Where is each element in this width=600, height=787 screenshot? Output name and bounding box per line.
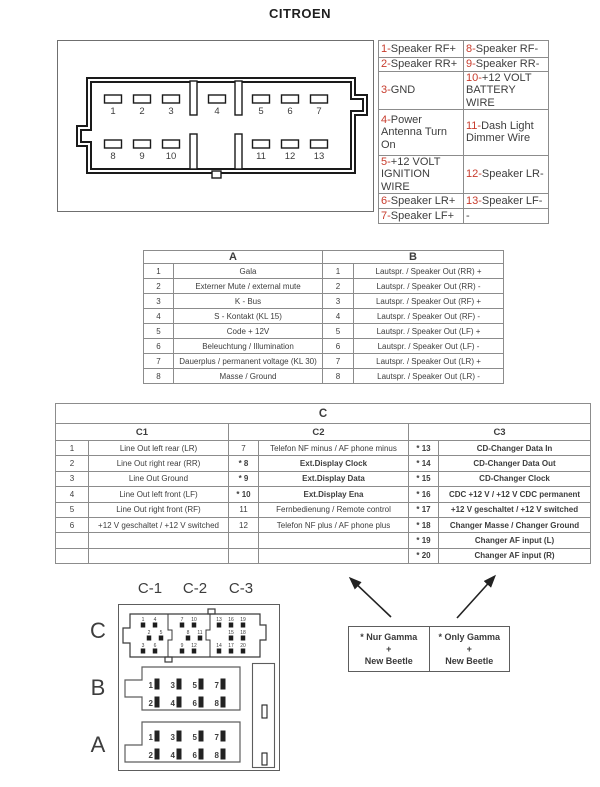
pin-num: 2 xyxy=(56,456,89,471)
pin-num: 4 xyxy=(144,309,174,324)
table-header-row xyxy=(144,251,504,264)
pin-number: 7 xyxy=(214,733,219,742)
header-a: A xyxy=(144,251,323,264)
pin-desc: Line Out right rear (RR) xyxy=(89,456,229,471)
pin-number: 3 xyxy=(168,106,174,117)
pin-desc: Ext.Display Data xyxy=(259,471,409,486)
note-arrows xyxy=(325,570,505,625)
pin-num: 9- xyxy=(466,58,476,71)
table-row xyxy=(144,309,504,324)
header-c3: C3 xyxy=(409,424,591,441)
pin-number: 4 xyxy=(170,751,175,760)
pin-desc: Telefon NF plus / AF phone plus xyxy=(259,517,409,532)
pin-desc: Line Out left front (LF) xyxy=(89,487,229,502)
pin-cell xyxy=(379,208,464,223)
pin-label: GND xyxy=(390,84,416,97)
pin-cell xyxy=(464,193,549,208)
pin-slots-top xyxy=(105,95,328,103)
pin-label: Speaker RR+ xyxy=(390,58,458,71)
pin-num: 6- xyxy=(381,194,391,207)
radio-connector-diagram xyxy=(57,40,374,212)
pin-num: 6 xyxy=(56,517,89,532)
pin-number: 20 xyxy=(240,643,246,649)
pin-num: * 8 xyxy=(229,456,259,471)
pin-cell xyxy=(379,109,464,155)
pin-num: 1 xyxy=(56,441,89,456)
pin-number: 15 xyxy=(228,630,234,636)
pin-cell xyxy=(464,58,549,72)
pin-num: 3 xyxy=(144,294,174,309)
header-c1: C1 xyxy=(56,424,229,441)
table-row xyxy=(379,208,549,223)
pin-number: 5 xyxy=(192,733,197,742)
header-b: B xyxy=(323,251,504,264)
note-line: * Only Gamma xyxy=(438,631,501,642)
pin-num: 12 xyxy=(229,517,259,532)
pin-num: 2 xyxy=(323,279,354,294)
pin-number: 4 xyxy=(214,106,220,117)
table-row xyxy=(56,548,591,563)
pin-cell xyxy=(464,41,549,58)
pin-num xyxy=(56,548,89,563)
label-c3: C-3 xyxy=(228,580,254,597)
pin-label: Speaker RR- xyxy=(475,58,540,71)
pin-number: 1 xyxy=(148,733,153,742)
table-row xyxy=(56,456,591,471)
pin-desc xyxy=(259,548,409,563)
pin-desc xyxy=(89,548,229,563)
pin-num: 8 xyxy=(144,369,174,384)
pin-num: 10- xyxy=(466,72,482,84)
pin-num: 4 xyxy=(56,487,89,502)
pin-label: Power Antenna Turn On xyxy=(381,113,448,151)
pin-number: 10 xyxy=(165,151,177,162)
table-row xyxy=(144,294,504,309)
note-nur-gamma xyxy=(348,626,429,672)
pin-num: 12- xyxy=(466,168,482,181)
table-row xyxy=(144,369,504,384)
pin-numbers-top xyxy=(110,106,321,117)
pin-num: * 10 xyxy=(229,487,259,502)
pin-desc: CD-Changer Data In xyxy=(439,441,591,456)
pin-num: 7 xyxy=(323,354,354,369)
table-row xyxy=(144,339,504,354)
label-row-b: B xyxy=(90,675,106,700)
table-row xyxy=(379,109,549,155)
label-c2: C-2 xyxy=(182,580,208,597)
pin-number: 14 xyxy=(216,643,222,649)
pin-number: 2 xyxy=(148,699,153,708)
pin-number: 12 xyxy=(284,151,296,162)
label-row-a: A xyxy=(90,732,106,757)
pin-cell xyxy=(379,58,464,72)
table-row xyxy=(144,264,504,279)
table-header-row xyxy=(56,404,591,424)
table-row xyxy=(379,41,549,58)
arrow-left xyxy=(351,579,391,617)
pin-num: 8- xyxy=(466,42,476,55)
pin-num xyxy=(229,533,259,548)
pin-desc: Ext.Display Clock xyxy=(259,456,409,471)
pin-label: - xyxy=(466,209,470,222)
note-line: + xyxy=(466,643,472,654)
pin-number: 6 xyxy=(192,699,197,708)
gamma-note xyxy=(348,626,510,672)
table-subheader-row xyxy=(56,424,591,441)
pin-num xyxy=(229,548,259,563)
pin-desc: Changer AF input (L) xyxy=(439,533,591,548)
pin-number: 9 xyxy=(139,151,145,162)
pin-desc: CD-Changer Clock xyxy=(439,471,591,486)
pin-num: 5- xyxy=(381,155,391,168)
diagram-frame xyxy=(58,41,374,212)
pin-desc: Line Out Ground xyxy=(89,471,229,486)
note-line: New Beetle xyxy=(364,656,413,667)
pin-cell xyxy=(464,155,549,193)
pin-label: Speaker LR- xyxy=(481,168,544,181)
pin-num: 3 xyxy=(56,471,89,486)
pin-num: 2- xyxy=(381,58,391,71)
pin-cell xyxy=(379,41,464,58)
pin-number: 5 xyxy=(192,681,197,690)
pin-desc: Gala xyxy=(174,264,323,279)
pin-number: 8 xyxy=(214,699,219,708)
pin-num: 4 xyxy=(323,309,354,324)
pin-num: 11- xyxy=(466,120,482,133)
pin-number: 8 xyxy=(214,751,219,760)
pin-number: 5 xyxy=(258,106,264,117)
pin-number: 9 xyxy=(180,643,184,649)
pin-desc: Lautspr. / Speaker Out (LF) + xyxy=(354,324,504,339)
table-row xyxy=(379,193,549,208)
pin-label: Dash Light Dimmer Wire xyxy=(466,120,534,145)
pin-desc: Line Out left rear (LR) xyxy=(89,441,229,456)
pin-num: * 15 xyxy=(409,471,439,486)
pin-number: 16 xyxy=(228,617,234,623)
pin-number: 3 xyxy=(170,733,175,742)
label-row-c: C xyxy=(90,618,106,643)
pin-cell xyxy=(379,193,464,208)
pin-num: 3- xyxy=(381,84,391,97)
pin-desc: Lautspr. / Speaker Out (RF) - xyxy=(354,309,504,324)
pin-desc xyxy=(259,533,409,548)
pin-num xyxy=(56,533,89,548)
page-title: CITROEN xyxy=(269,6,331,21)
pin-num: 1- xyxy=(381,42,391,55)
pin-desc: Lautspr. / Speaker Out (RR) + xyxy=(354,264,504,279)
label-c1: C-1 xyxy=(137,580,163,597)
pin-num: * 14 xyxy=(409,456,439,471)
pin-desc: Dauerplus / permanent voltage (KL 30) xyxy=(174,354,323,369)
table-row xyxy=(56,502,591,517)
pin-number: 3 xyxy=(170,681,175,690)
pin-number: 6 xyxy=(192,751,197,760)
pin-number: 7 xyxy=(180,617,184,623)
pin-num: 6 xyxy=(323,339,354,354)
pin-num: 1 xyxy=(323,264,354,279)
pin-desc: S - Kontakt (KL 15) xyxy=(174,309,323,324)
pin-desc: Externer Mute / external mute xyxy=(174,279,323,294)
pin-number: 6 xyxy=(153,643,157,649)
pin-num: 7 xyxy=(144,354,174,369)
pin-num: 6 xyxy=(144,339,174,354)
table-row xyxy=(144,324,504,339)
pin-number: 19 xyxy=(240,617,246,623)
pin-label: Speaker RF- xyxy=(475,42,539,55)
pin-label: +12 VOLT IGNITION WIRE xyxy=(381,155,441,193)
pin-number: 11 xyxy=(197,630,203,636)
pin-num: 5 xyxy=(144,324,174,339)
pin-number: 1 xyxy=(148,681,153,690)
connector-ab-table xyxy=(143,250,504,384)
note-only-gamma xyxy=(429,626,511,672)
pin-cell xyxy=(379,72,464,110)
pin-num: 7- xyxy=(381,209,391,222)
pin-number: 2 xyxy=(139,106,145,117)
pin-desc: Lautspr. / Speaker Out (RF) + xyxy=(354,294,504,309)
iso-connector-diagram xyxy=(80,570,290,785)
pin-desc: Line Out right front (RF) xyxy=(89,502,229,517)
arrow-right xyxy=(457,577,494,618)
pin-num: 7 xyxy=(229,441,259,456)
pin-number: 1 xyxy=(110,106,116,117)
pin-num: * 17 xyxy=(409,502,439,517)
pin-number: 5 xyxy=(159,630,163,636)
pin-desc: +12 V geschaltet / +12 V switched xyxy=(439,502,591,517)
table-row xyxy=(379,72,549,110)
table-row xyxy=(56,533,591,548)
pin-desc: Beleuchtung / Illumination xyxy=(174,339,323,354)
pin-desc: Lautspr. / Speaker Out (LR) + xyxy=(354,354,504,369)
pin-number: 6 xyxy=(287,106,293,117)
table-row xyxy=(56,517,591,532)
pin-desc: Lautspr. / Speaker Out (RR) - xyxy=(354,279,504,294)
pin-num: 5 xyxy=(56,502,89,517)
connector-c-table xyxy=(55,403,591,564)
note-line: * Nur Gamma xyxy=(360,631,418,642)
pin-desc: Lautspr. / Speaker Out (LR) - xyxy=(354,369,504,384)
table-row xyxy=(56,487,591,502)
pin-number: 8 xyxy=(186,630,190,636)
note-line: + xyxy=(386,643,392,654)
note-line: New Beetle xyxy=(445,656,494,667)
pin-desc: K - Bus xyxy=(174,294,323,309)
pin-num: 11 xyxy=(229,502,259,517)
pin-desc: Code + 12V xyxy=(174,324,323,339)
pin-num: * 18 xyxy=(409,517,439,532)
pinout-table xyxy=(378,40,549,224)
pin-desc: Changer Masse / Changer Ground xyxy=(439,517,591,532)
pin-cell xyxy=(464,72,549,110)
pin-number: 2 xyxy=(148,751,153,760)
pin-number: 12 xyxy=(191,643,197,649)
pin-number: 2 xyxy=(147,630,151,636)
pin-cell xyxy=(464,208,549,223)
pin-number: 13 xyxy=(216,617,222,623)
pin-num: 5 xyxy=(323,324,354,339)
table-row xyxy=(379,58,549,72)
pin-number: 4 xyxy=(170,699,175,708)
pin-label: Speaker LF+ xyxy=(390,209,455,222)
pin-num: * 9 xyxy=(229,471,259,486)
pin-desc: CD-Changer Data Out xyxy=(439,456,591,471)
pin-number: 7 xyxy=(316,106,322,117)
pin-number: 3 xyxy=(141,643,145,649)
pin-desc: Fernbedienung / Remote control xyxy=(259,502,409,517)
pin-number: 17 xyxy=(228,643,234,649)
pin-number: 18 xyxy=(240,630,246,636)
pin-num: * 20 xyxy=(409,548,439,563)
header-c: C xyxy=(56,404,591,424)
table-row xyxy=(379,155,549,193)
pin-num: * 13 xyxy=(409,441,439,456)
pin-desc: Masse / Ground xyxy=(174,369,323,384)
table-row xyxy=(56,441,591,456)
table-row xyxy=(56,471,591,486)
pin-num: 1 xyxy=(144,264,174,279)
pin-num: 3 xyxy=(323,294,354,309)
pin-number: 4 xyxy=(153,617,157,623)
pin-number: 10 xyxy=(191,617,197,623)
pin-num: 4- xyxy=(381,113,391,126)
pin-label: Speaker LR+ xyxy=(390,194,456,207)
key-strip xyxy=(253,664,275,768)
pin-desc: Ext.Display Ena xyxy=(259,487,409,502)
pin-number: 8 xyxy=(110,151,116,162)
pin-num: 8 xyxy=(323,369,354,384)
pin-number: 1 xyxy=(141,617,145,623)
c-section-labels xyxy=(138,580,253,597)
pin-cell xyxy=(464,109,549,155)
pin-num: 2 xyxy=(144,279,174,294)
pin-number: 7 xyxy=(214,681,219,690)
pin-label: Speaker LF- xyxy=(481,194,543,207)
table-row xyxy=(144,279,504,294)
pin-num: * 19 xyxy=(409,533,439,548)
pin-cell xyxy=(379,155,464,193)
pin-desc: CDC +12 V / +12 V CDC permanent xyxy=(439,487,591,502)
pin-number: 11 xyxy=(256,151,266,162)
header-c2: C2 xyxy=(229,424,409,441)
pin-desc: +12 V geschaltet / +12 V switched xyxy=(89,517,229,532)
pin-desc: Lautspr. / Speaker Out (LF) - xyxy=(354,339,504,354)
pin-desc: Telefon NF minus / AF phone minus xyxy=(259,441,409,456)
pin-label: Speaker RF+ xyxy=(390,42,456,55)
pin-num: 13- xyxy=(466,194,482,207)
pin-label: +12 VOLT BATTERY WIRE xyxy=(466,72,532,109)
pin-desc: Changer AF input (R) xyxy=(439,548,591,563)
table-row xyxy=(144,354,504,369)
pin-number: 13 xyxy=(313,151,325,162)
pin-desc xyxy=(89,533,229,548)
row-letters xyxy=(90,618,106,757)
pin-num: * 16 xyxy=(409,487,439,502)
